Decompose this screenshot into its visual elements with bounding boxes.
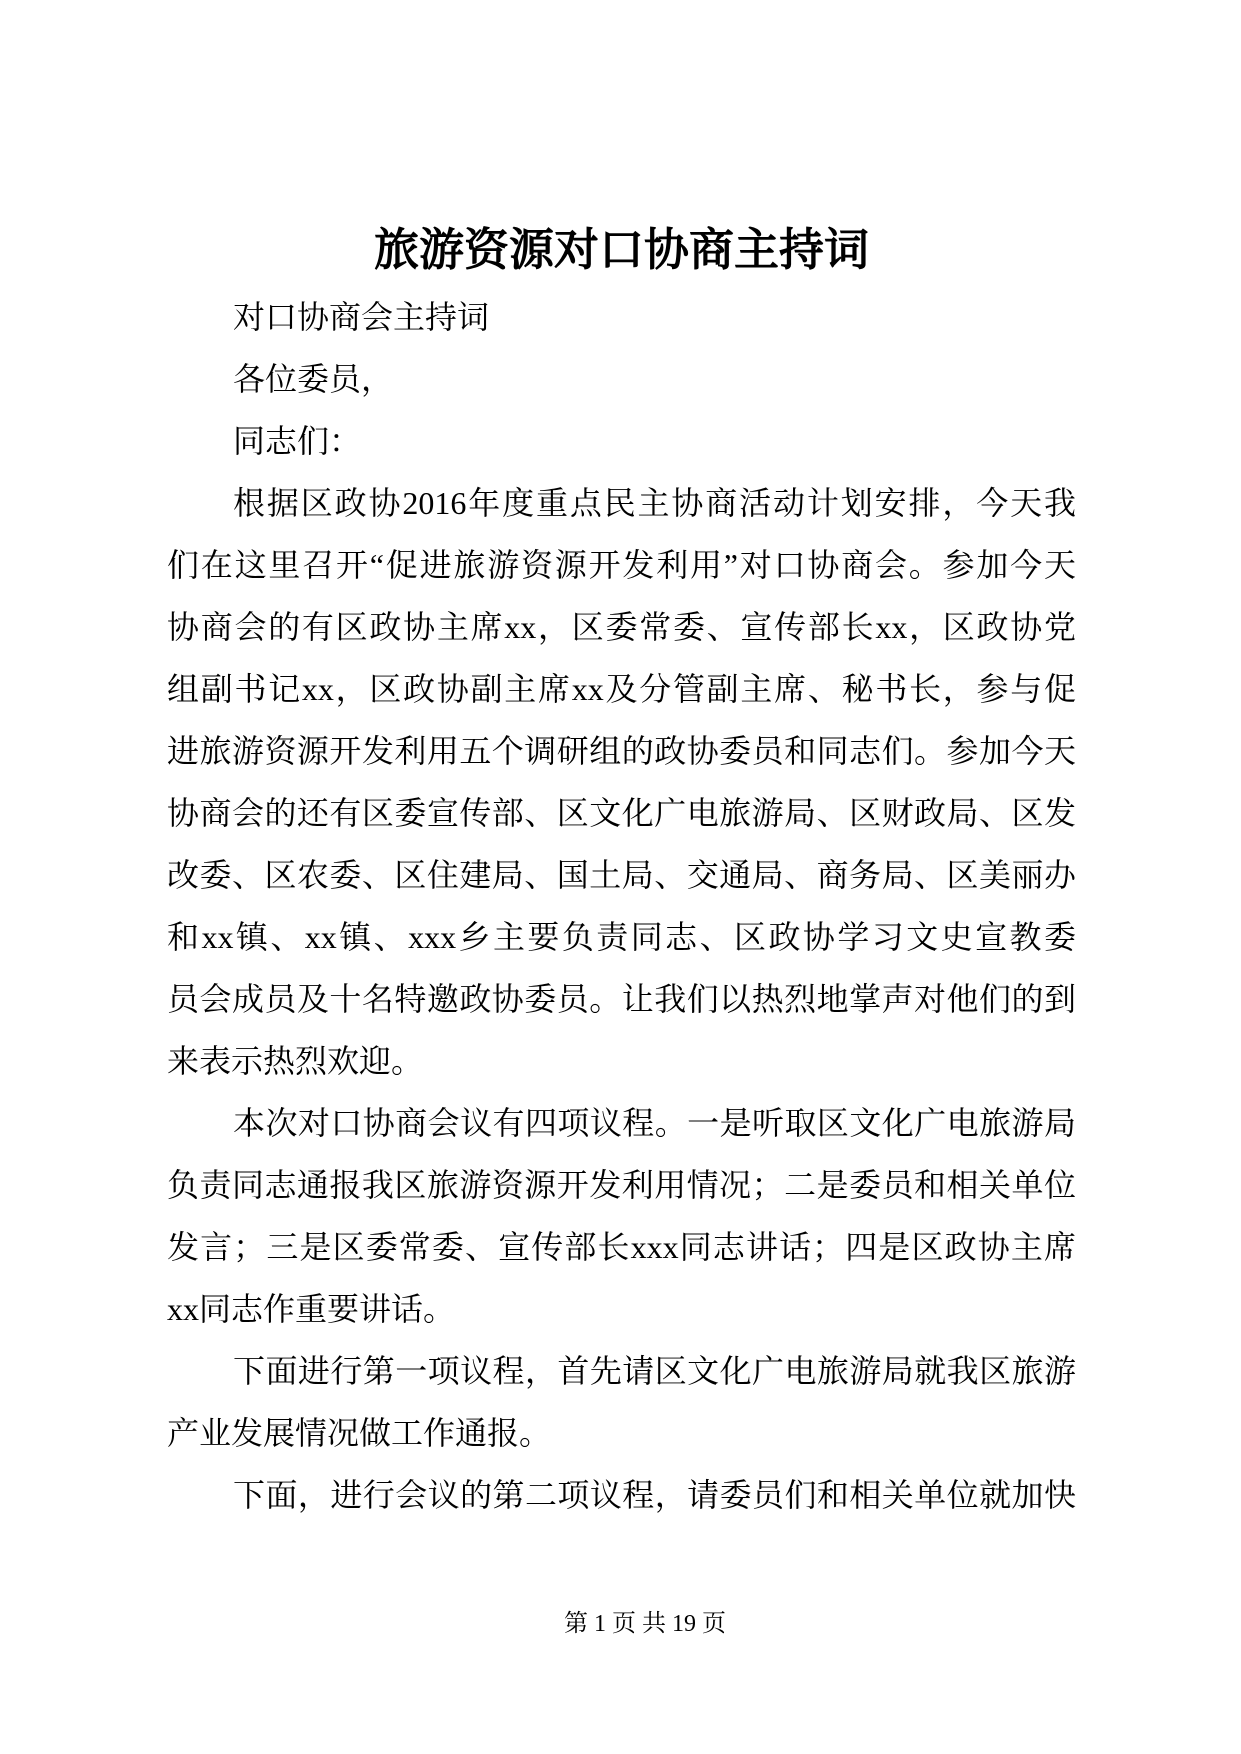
text-line: 负责同志通报我区旅游资源开发利用情况；二是委员和相关单位 [167,1167,1076,1203]
text-line: 改委、区农委、区住建局、国土局、交通局、商务局、区美丽办 [167,857,1076,893]
text-line: 各位委员， [233,361,394,397]
page-number-label: 第 1 页 共 19 页 [564,1611,726,1637]
text-line: 发言；三是区委常委、宣传部长xxx同志讲话；四是区政协主席 [167,1229,1076,1265]
text-line: 组副书记xx，区政协副主席xx及分管副主席、秘书长，参与促 [167,671,1076,707]
paragraph [167,472,1076,1092]
text-line: 同志们： [233,423,362,459]
text-line: 进旅游资源开发利用五个调研组的政协委员和同志们。参加今天 [167,733,1076,769]
paragraph [167,1092,1076,1340]
document-body [167,286,1076,1526]
page-footer [445,1604,845,1644]
text-line: 来表示热烈欢迎。 [167,1043,424,1079]
text-line: 对口协商会主持词 [233,299,490,335]
text-line: 和xx镇、xx镇、xxx乡主要负责同志、区政协学习文史宣教委 [167,919,1076,955]
paragraph [167,410,1076,472]
text-line: 根据区政协2016年度重点民主协商活动计划安排，今天我 [233,485,1076,521]
paragraph [167,1340,1076,1464]
text-line: 本次对口协商会议有四项议程。一是听取区文化广电旅游局 [233,1105,1076,1141]
text-line: 下面，进行会议的第二项议程，请委员们和相关单位就加快 [233,1477,1076,1513]
document-title: 旅游资源对口协商主持词 [373,225,869,275]
paragraph [167,286,1076,348]
text-line: xx同志作重要讲话。 [167,1291,456,1327]
text-line: 协商会的有区政协主席xx，区委常委、宣传部长xx，区政协党 [167,609,1076,645]
text-line: 下面进行第一项议程，首先请区文化广电旅游局就我区旅游 [233,1353,1076,1389]
paragraph [167,1464,1076,1526]
text-line: 们在这里召开“促进旅游资源开发利用”对口协商会。参加今天 [167,547,1076,583]
text-line: 协商会的还有区委宣传部、区文化广电旅游局、区财政局、区发 [167,795,1076,831]
paragraph [167,348,1076,410]
text-line: 产业发展情况做工作通报。 [167,1415,552,1451]
text-line: 员会成员及十名特邀政协委员。让我们以热烈地掌声对他们的到 [167,981,1076,1017]
